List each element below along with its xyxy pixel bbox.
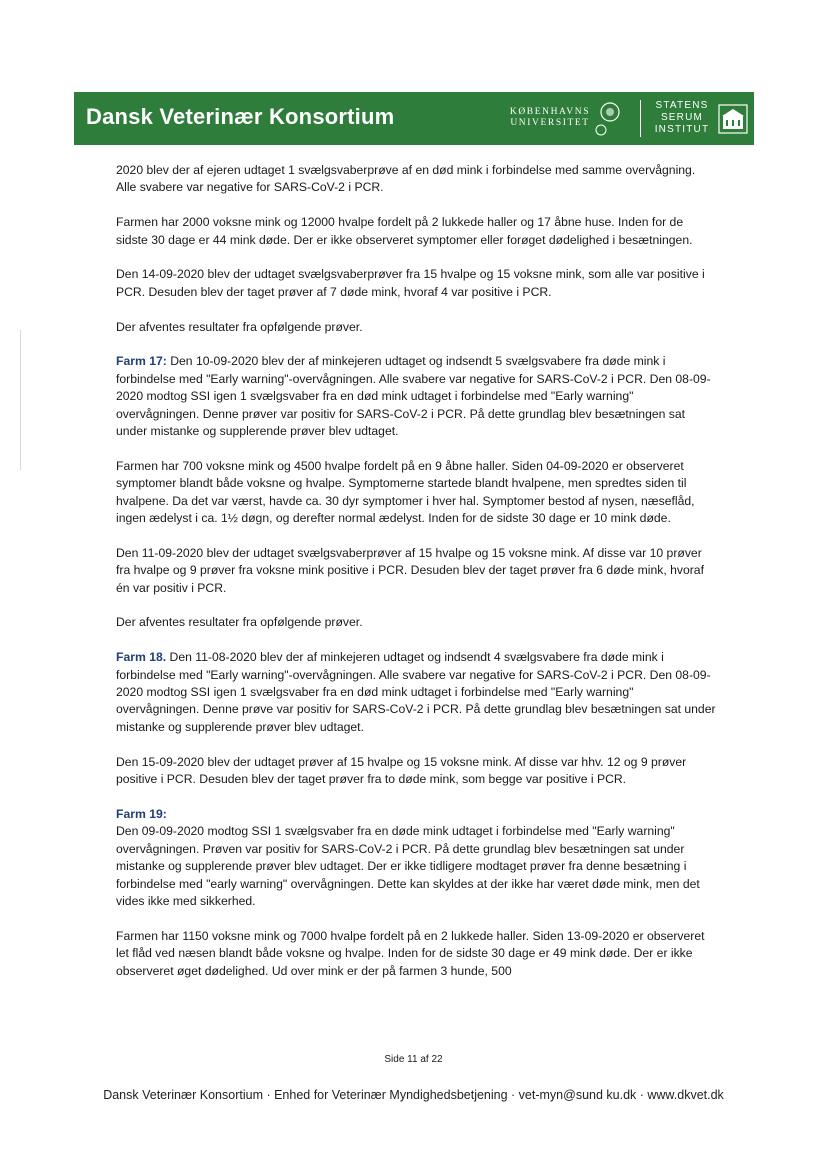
paragraph-text: Farmen har 2000 voksne mink og 12000 hvalpe fordelt på 2 lukkede haller og 17 åbne huse. Inden for de sidste 30 dage er 44 mink døde. Der er ikke observeret symptomer eller forøget dødelighed i besætningen. [116,215,693,247]
paragraph-text: Der afventes resultater fra opfølgende prøver. [116,319,363,334]
paragraph [116,614,716,631]
ssi-wordmark [648,100,716,136]
paragraph-text: Den 11-08-2020 blev der af minkejeren udtaget og indsendt 4 svælgsvabere fra døde mink i forbindelse med "Early warning"-overvågningen. Alle svabere var negative for SARS-CoV-2 i PCR. Den 08-09-2020 modtog SSI igen 1 svælgsvaber fra en død mink udtaget i forbindelse med "Early warning" overvågningen. Denne prøve var positiv for SARS-CoV-2 i PCR. På dette grundlag blev besætningen sat under mistanke og supplerende prøver blev udtaget. [116,650,716,734]
scan-artifact-line [20,330,21,470]
paragraph [116,353,716,440]
body-text [116,162,716,997]
paragraph [116,458,716,528]
paragraph [116,806,716,910]
header-banner [74,92,754,145]
farm-heading: Farm 18. [116,650,167,665]
ssi-building-icon [718,104,748,134]
ku-seal-icon [592,98,628,138]
brand-title: Dansk Veterinær Konsortium [86,104,395,129]
ku-line-1: KØBENHAVNS [509,107,591,117]
farm-heading: Farm 17: [116,354,167,369]
ssi-line-3: INSTITUT [654,124,710,135]
paragraph-text: 2020 blev der af ejeren udtaget 1 svælgsvaberprøve af en død mink i forbindelse med samme overvågning. Alle svabere var negative for SARS-CoV-2 i PCR. [116,163,696,195]
paragraph [116,545,716,597]
paragraph-text: Den 09-09-2020 modtog SSI 1 svælgsvaber fra en døde mink udtaget i forbindelse med "Early warning" overvågningen. Prøven var positiv for SARS-CoV-2 i PCR. På dette grundlag blev besætningen sat under mistanke og supplerende prøver blev udtaget. Der er ikke tidligere modtaget prøver fra denne besætning i forbindelse med "early warning" overvågningen. Dette kan skyldes at der ikke har været døde mink, men det vides ikke med sikkerhed. [116,824,700,908]
paragraph-text: Farmen har 700 voksne mink og 4500 hvalpe fordelt på en 9 åbne haller. Siden 04-09-2020 er observeret symptomer blandt både voksne og hvalpe. Symptomerne startede blandt hvalpene, men spredtes siden til hvalpene. Da det var værst, havde ca. 30 dyr symptomer i hver hal. Symptomer bestod af nysen, næseflåd, ingen ædelyst i ca. 1½ døgn, og derefter normal ædelyst. Inden for de sidste 30 dage er 10 mink døde. [116,458,695,526]
paragraph [116,928,716,980]
farm-heading: Farm 19: [116,806,167,821]
ku-line-2: UNIVERSITET [510,118,590,128]
paragraph-text: Den 15-09-2020 blev der udtaget prøver af 15 hvalpe og 15 voksne mink. Af disse var hhv. 12 og 9 prøver positive i PCR. Desuden blev der taget prøver fra to døde mink, som begge var positive i PCR. [116,754,687,787]
ssi-line-2: SERUM [660,112,704,123]
paragraph-text: Farmen har 1150 voksne mink og 7000 hvalpe fordelt på en 2 lukkede haller. Siden 13-09-2020 er observeret let flåd ved næsen blandt både voksne og hvalpe. Inden for de sidste 30 dage er 49 mink døde. Der er ikke observeret øget dødelighed. Ud over mink er der på farmen 3 hunde, 500 [116,928,705,978]
paragraph-text: Der afventes resultater fra opfølgende prøver. [116,615,363,630]
paragraph-text: Den 14-09-2020 blev der udtaget svælgsvaberprøver fra 15 hvalpe og 15 voksne mink, som alle var positive i PCR. Desuden blev der taget prøver af 7 døde mink, hvoraf 4 var positive i PCR. [116,267,705,299]
ssi-line-1: STATENS [655,100,709,111]
page-number: Side 11 af 22 [384,1054,443,1065]
paragraph-text: Den 10-09-2020 blev der af minkejeren udtaget og indsendt 5 svælgsvabere fra døde mink i forbindelse med "Early warning"-overvågningen. Alle svabere var negative for SARS-CoV-2 i PCR. Den 08-09-2020 modtog SSI igen 1 svælgsvaber fra en død mink udtaget i forbindelse med "Early warning" overvågningen. Denne prøver var positiv for SARS-CoV-2 i PCR. På dette grundlag blev besætningen sat under mistanke og supplerende prøver blev udtaget. [116,354,711,439]
footer-text: Dansk Veterinær Konsortium · Enhed for Veterinær Myndighedsbetjening · vet-myn@sund ku.dk · www.dkvet.dk [103,1088,724,1102]
paragraph [116,162,716,197]
logo-separator [640,100,641,137]
paragraph-text: Den 11-09-2020 blev der udtaget svælgsvaberprøver af 15 hvalpe og 15 voksne mink. Af disse var 10 prøver fra hvalpe og 9 prøver fra voksne mink positive i PCR. Desuden blev der taget prøver fra 6 døde mink, hvoraf én var positiv i PCR. [116,545,704,595]
paragraph [116,754,716,789]
paragraph [116,649,716,736]
paragraph [116,319,716,336]
paragraph [116,266,716,301]
paragraph [116,214,716,249]
